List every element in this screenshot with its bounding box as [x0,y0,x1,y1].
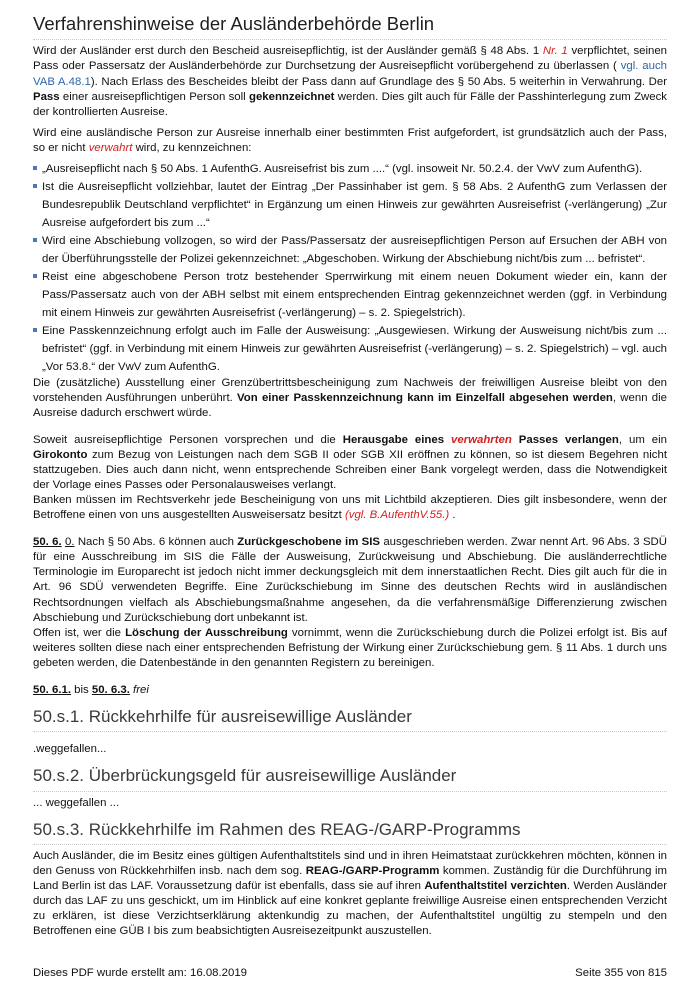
text: wird, zu kennzeichnen: [132,141,252,154]
bullet-icon [33,238,37,242]
bullet-icon [33,166,37,170]
text-frei: frei [129,683,149,696]
document-page [33,12,667,940]
footer-page-number: Seite 355 von 815 [575,967,667,979]
text: Nach § 50 Abs. 6 können auch [74,536,238,549]
text: verpflichtet, seinen Pass oder Passersatz der Ausländerbehörde zur Durchsetzung der Ausreisepflicht vorübergehend zu überlassen ( [33,45,668,73]
paragraph-50-6-range [33,683,667,698]
text: Auch Ausländer, die im Besitz eines gültigen Aufenthaltstitels sind und in ihren Heimatstaat zurückkehren möchten, können in den Genuss von Rückkehrhilfen insb. nach dem sog. [33,850,667,878]
text: zum Bezug von Leistungen nach dem SGB II oder SGB XII eröffnen zu können, so ist diesem Begehren nicht stattzugeben. Dies auch dann nicht, wenn entsprechende Schreiben einer Bank vorgelegt werden, dass die Notwendigkeit der Vorlage eines Passes oder Personalausweises verlangt. [33,449,667,492]
bold-text: Pass [33,90,60,103]
marking-list [33,160,667,376]
list-item [33,232,667,268]
section-number-50-6[interactable]: 50. 6. [33,536,62,549]
bold-text: gekennzeichnet [249,90,335,103]
bullet-icon [33,184,37,188]
bold-text: Girokonto [33,449,88,462]
text: Soweit ausreisepflichtige Personen vorsprechen und die [33,434,343,447]
page-title: Verfahrenshinweise der Ausländerbehörde Berlin [33,12,667,40]
list-item-text: „Ausreisepflicht nach § 50 Abs. 1 AufenthG. Ausreisefrist bis zum ....“ (vgl. insoweit Nr. 50.2.4. der VwV zum AufenthG). [42,162,643,175]
text: ausgeschrieben werden. Zwar nennt Art. 96 Abs. 3 SDÜ für eine Ausschreibung im SIS die Fälle der Ausweisung, Zurückweisung und Abschiebung. Die ausländerrechtliche Terminologie im Europarecht ist jedoch nicht immer deckungsgleich mit dem innerstaatlichen Recht. Dies gilt auch für die in Art. 96 SDÜ verwendeten Begriffe. Eine Zurückschiebung im Sinne des deutschen Rechts wird in ausländischen Rechtsordnungen vielfach als Abschiebungsmaßnahme angesehen, da die verfahrensmäßige Differenzierung zwischen Abschiebung und Zurückschiebung dort unbekannt ist. [33,536,668,624]
paragraph-girokonto [33,433,667,493]
reference-verwahrten: verwahrten [451,434,512,447]
text: kommen. Zuständig für die Durchführung im Land Berlin ist das LAF. Voraussetzung dafür ist ebenfalls, dass sie auf ihren [33,865,667,893]
footer-created-date: Dieses PDF wurde erstellt am: 16.08.2019 [33,967,247,979]
text: einer ausreisepflichtigen Person soll [59,90,249,103]
section-text-50s1: .weggefallen... [33,743,107,756]
list-item [33,268,667,322]
bold-text: Zurückgeschobene im SIS [237,536,381,549]
list-item-text: Eine Passkennzeichnung erfolgt auch im Falle der Ausweisung: „Ausgewiesen. Wirkung der Ausweisung nicht/bis zum ... befristet“ (ggf. in Verbindung mit einem Hinweis zur gewährten Ausreisefrist (-verlängerung) – s. 2. Spiegelstrich) – vgl. auch „Vor 53.8.“ der VwV zum AufenthG. [42,324,667,373]
bullet-icon [33,274,37,278]
bold-text: Aufenthaltstitel verzichten [424,880,567,893]
list-item [33,322,667,376]
section-link-50-6-3[interactable]: 50. 6.3. [91,683,130,696]
list-item-text: Reist eine abgeschobene Person trotz bestehender Sperrwirkung mit einem neuen Dokument wieder ein, kann der Pass/Passersatz auch von der ABH selbst mit einem entsprechenden Eintrag gekennzeichnet werden (ggf. in Verbindung mit einem Hinweis zur gewährten Ausreisefrist (-verlängerung) – s. 2. Spiegelstrich). [42,270,667,319]
text: , wenn die Ausreise dadurch erschwert würde. [33,391,667,420]
bold-text: Herausgabe eines [342,434,452,447]
section-number-zero[interactable]: 0. [65,536,75,549]
bold-text: Passes verlangen [511,434,619,447]
text: , um ein [618,434,667,447]
bold-text: Löschung der Ausschreibung [125,626,288,639]
text: ). Nach Erlass des Bescheides bleibt der Pass dann auf Grundlage des § 50 Abs. 5 weiterhin in Verwahrung. Der [90,75,668,88]
paragraph-banks [33,493,667,523]
text: Die (zusätzliche) Ausstellung einer Grenzübertrittsbescheinigung zum Nachweis der freiwilligen Ausreise bleibt von den vorstehenden Ausführungen unberührt. [33,376,667,404]
bold-text: Von einer Passkennzeichnung kann im Einzelfall abgesehen werden [237,391,613,404]
paragraph-loeschung [33,626,667,671]
reference-b-aufenthv-55[interactable]: (vgl. B.AufenthV.55.) [344,509,450,522]
section-heading-50s3: 50.s.3. Rückkehrhilfe im Rahmen des REAG-/GARP-Programms [33,819,667,845]
text: Wird der Ausländer erst durch den Bescheid ausreisepflichtig, ist der Ausländer gemäß § 48 Abs. 1 [33,45,543,58]
bullet-icon [33,328,37,332]
reference-nr1: Nr. 1 [542,45,568,58]
text: Offen ist, wer die [33,626,126,639]
text: vornimmt, wenn die Zurückschiebung durch die Polizei erfolgt ist. Bis auf weiteres sollten diese nach einer entsprechenden Befristung der Wirkung einer Zurückschiebung gem. § 11 Abs. 1 durch uns gebeten werden, die Datenbestände in den genannten Registern zu bereinigen. [33,626,667,669]
text: . [449,509,456,522]
text: bis [71,683,92,696]
list-item-text: Ist die Ausreisepflicht vollziehbar, lautet der Eintrag „Der Passinhaber ist gem. § 58 Abs. 2 AufenthG zum Verlassen der Bundesrepublik Deutschland verpflichtet“ in Ergänzung um einen Hinweis zur gewährten Ausreisefrist (-verlängerung) „Zur Ausreise aufgefordert bis zum ...“ [42,180,667,229]
text: Wird eine ausländische Person zur Ausreise innerhalb einer bestimmten Frist aufgefordert, ist grundsätzlich auch der Pass, so er nicht [33,126,667,154]
paragraph-50-6 [33,535,667,625]
text: . Werden Ausländer durch das LAF zu uns geschickt, um im Hinblick auf eine konkret geplante freiwillige Ausreise einen entsprechenden Verzicht zu erklären, ist diese Verzichtserklärung aktenkundig zu machen, der Aufenthaltstitel ungültig zu stempeln und den Betroffenen eine GÜB I bis zum beabsichtigten Ausreisezeitpunkt auszustellen. [33,880,668,938]
link-vab-a48[interactable]: vgl. auch VAB A.48.1 [33,60,667,88]
reference-verwahrt: verwahrt [88,141,133,154]
list-item [33,160,667,178]
text: werden. Dies gilt auch für Fälle der Passhinterlegung zum Zweck der kontrollierten Ausreise. [33,90,667,118]
paragraph-reag-garp [33,849,667,939]
list-item-text: Wird eine Abschiebung vollzogen, so wird der Pass/Passersatz der ausreisepflichtigen Person auf Ersuchen der ABH von der Überführungsstelle der Polizei gekennzeichnet: „Abgeschoben. Wirkung der Abschiebung nicht/bis zum ... befristet“. [42,234,667,265]
paragraph-pass-surrender [33,44,667,119]
paragraph-gueb [33,376,667,421]
paragraph-marking-intro [33,126,667,156]
section-heading-50s1: 50.s.1. Rückkehrhilfe für ausreisewillige Ausländer [33,706,667,732]
section-heading-50s2: 50.s.2. Überbrückungsgeld für ausreisewillige Ausländer [33,765,667,791]
bold-text: REAG-/GARP-Programm [305,865,440,878]
list-item [33,178,667,232]
section-link-50-6-1[interactable]: 50. 6.1. [33,683,71,696]
text: Banken müssen im Rechtsverkehr jede Bescheinigung von uns mit Lichtbild akzeptieren. Dies gilt insbesondere, wenn der Betroffene einen von uns ausgestellten Ausweisersatz besitzt [33,494,667,522]
section-text-50s2: ... weggefallen ... [33,796,120,809]
